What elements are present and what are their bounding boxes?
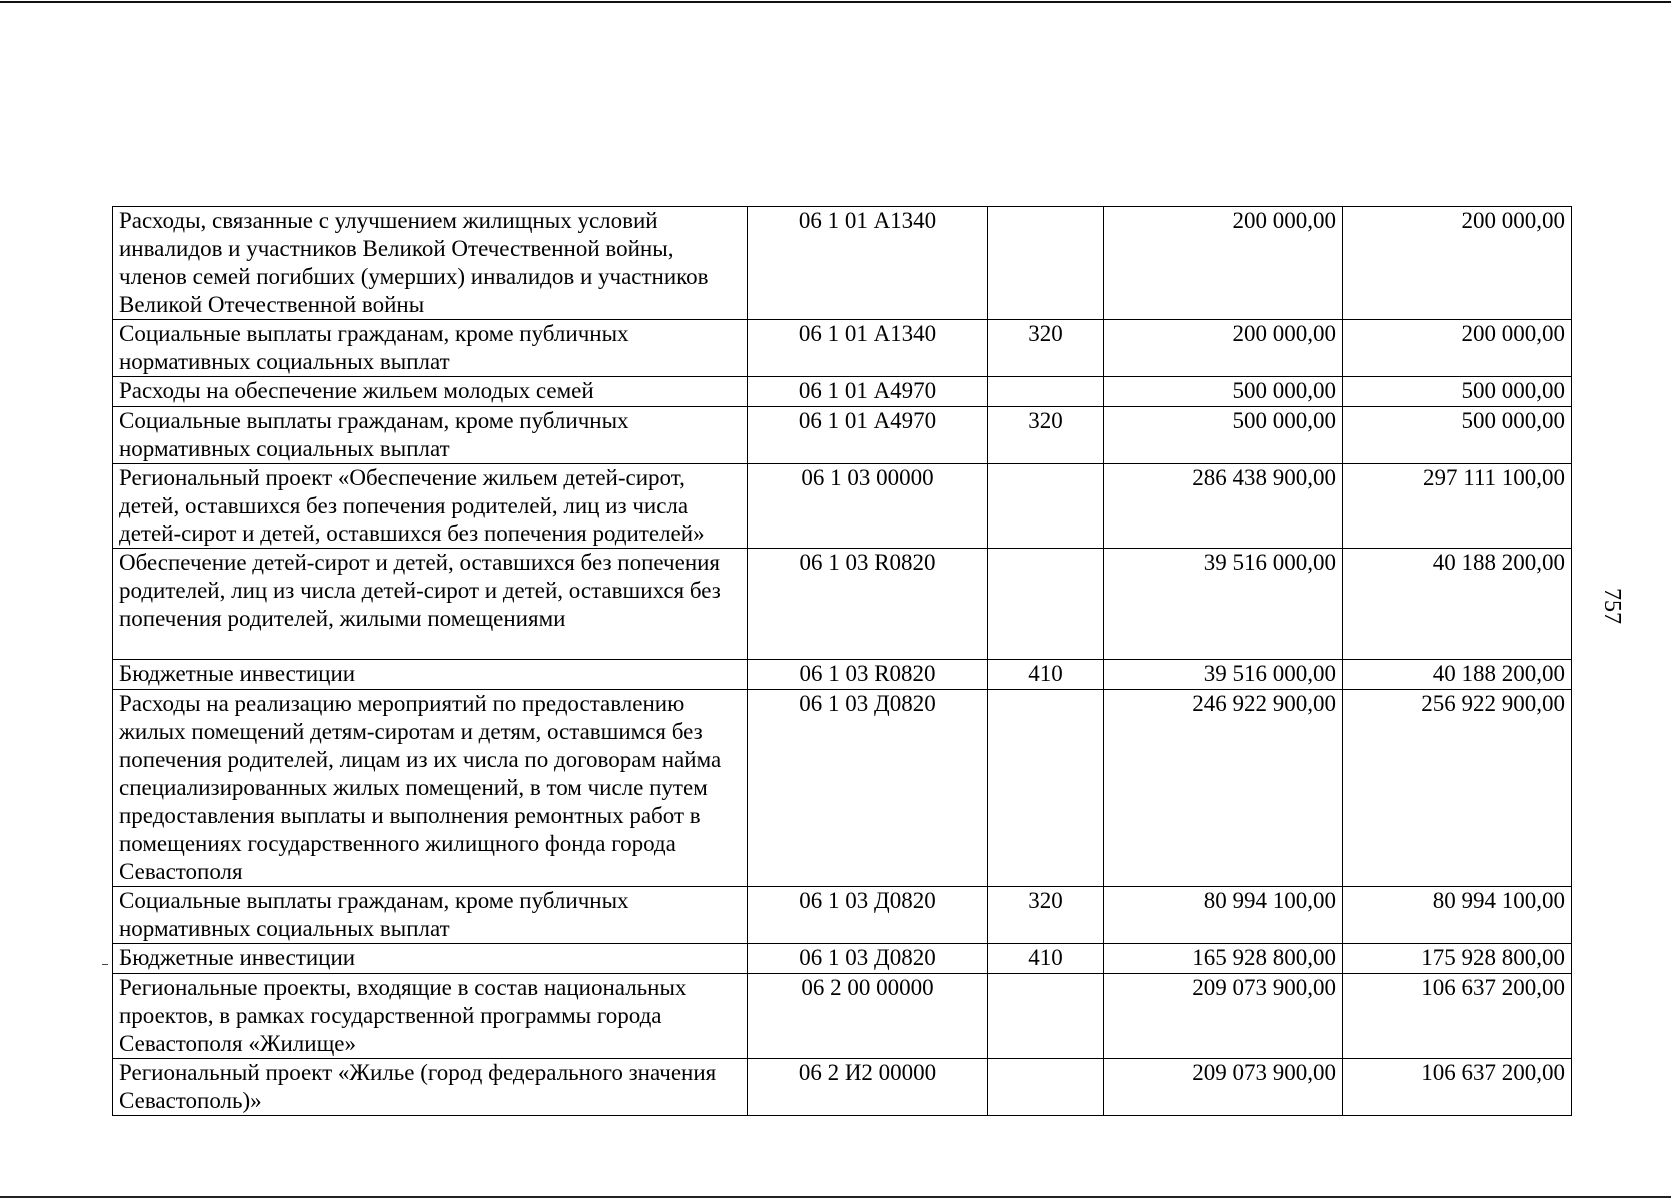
- expense-type-cell: 320: [988, 320, 1104, 377]
- expense-type-cell: 320: [988, 407, 1104, 464]
- expense-name-cell: Социальные выплаты гражданам, кроме публичных нормативных социальных выплат: [113, 407, 748, 464]
- expense-name-cell: Региональный проект «Обеспечение жильем детей-сирот, детей, оставшихся без попечения родителей, лиц из числа детей-сирот и детей, оставшихся без попечения родителей»: [113, 464, 748, 549]
- target-code-cell: 06 1 03 Д0820: [748, 690, 988, 887]
- amount-cell-1: 39 516 000,00: [1104, 549, 1343, 660]
- amount-cell-2: 40 188 200,00: [1343, 549, 1572, 660]
- table-row: [113, 974, 1572, 1059]
- table-row: [113, 320, 1572, 377]
- scan-edge-top: [0, 1, 1671, 3]
- amount-cell-2: 80 994 100,00: [1343, 887, 1572, 944]
- expense-name-cell: Расходы на реализацию мероприятий по предоставлению жилых помещений детям-сиротам и детям, оставшимся без попечения родителей, лицам из их числа по договорам найма специализированных жилых помещений, в том числе путем предоставления выплаты и выполнения ремонтных работ в помещениях государственного жилищного фонда города Севастополя: [113, 690, 748, 887]
- expense-name-cell: Социальные выплаты гражданам, кроме публичных нормативных социальных выплат: [113, 887, 748, 944]
- amount-cell-2: 40 188 200,00: [1343, 660, 1572, 690]
- expense-name-cell: Обеспечение детей-сирот и детей, оставшихся без попечения родителей, лиц из числа детей-сирот и детей, оставшихся без попечения родителей, жилыми помещениями: [113, 549, 748, 660]
- amount-cell-2: 175 928 800,00: [1343, 944, 1572, 974]
- amount-cell-1: 209 073 900,00: [1104, 974, 1343, 1059]
- scan-edge-bottom: [0, 1196, 1671, 1198]
- expense-type-cell: [988, 549, 1104, 660]
- page-number: 757: [1599, 588, 1625, 624]
- scan-artifact: [102, 964, 108, 965]
- amount-cell-1: 500 000,00: [1104, 407, 1343, 464]
- target-code-cell: 06 1 01 А4970: [748, 377, 988, 407]
- expense-type-cell: [988, 974, 1104, 1059]
- amount-cell-2: 500 000,00: [1343, 377, 1572, 407]
- amount-cell-1: 39 516 000,00: [1104, 660, 1343, 690]
- expense-name-cell: Расходы на обеспечение жильем молодых семей: [113, 377, 748, 407]
- expense-type-cell: [988, 377, 1104, 407]
- amount-cell-1: 80 994 100,00: [1104, 887, 1343, 944]
- target-code-cell: 06 1 03 Д0820: [748, 944, 988, 974]
- table-row: [113, 377, 1572, 407]
- amount-cell-1: 500 000,00: [1104, 377, 1343, 407]
- amount-cell-1: 246 922 900,00: [1104, 690, 1343, 887]
- expense-type-cell: [988, 690, 1104, 887]
- amount-cell-1: 200 000,00: [1104, 320, 1343, 377]
- amount-cell-1: 165 928 800,00: [1104, 944, 1343, 974]
- amount-cell-1: 209 073 900,00: [1104, 1059, 1343, 1116]
- target-code-cell: 06 2 00 00000: [748, 974, 988, 1059]
- expense-name-cell: Бюджетные инвестиции: [113, 944, 748, 974]
- table-row: [113, 887, 1572, 944]
- amount-cell-2: 297 111 100,00: [1343, 464, 1572, 549]
- table-row: [113, 660, 1572, 690]
- amount-cell-1: 200 000,00: [1104, 207, 1343, 320]
- target-code-cell: 06 1 01 А4970: [748, 407, 988, 464]
- expense-type-cell: [988, 207, 1104, 320]
- table-row: [113, 207, 1572, 320]
- amount-cell-2: 256 922 900,00: [1343, 690, 1572, 887]
- expense-type-cell: [988, 1059, 1104, 1116]
- table-row: [113, 407, 1572, 464]
- amount-cell-2: 200 000,00: [1343, 320, 1572, 377]
- table-row: [113, 549, 1572, 660]
- target-code-cell: 06 1 01 А1340: [748, 320, 988, 377]
- expense-type-cell: 410: [988, 944, 1104, 974]
- amount-cell-2: 106 637 200,00: [1343, 974, 1572, 1059]
- table-row: [113, 464, 1572, 549]
- expense-type-cell: 320: [988, 887, 1104, 944]
- expense-type-cell: 410: [988, 660, 1104, 690]
- target-code-cell: 06 1 03 R0820: [748, 549, 988, 660]
- expense-name-cell: Социальные выплаты гражданам, кроме публичных нормативных социальных выплат: [113, 320, 748, 377]
- expense-type-cell: [988, 464, 1104, 549]
- table-row: [113, 1059, 1572, 1116]
- table-row: [113, 690, 1572, 887]
- amount-cell-2: 500 000,00: [1343, 407, 1572, 464]
- expense-name-cell: Бюджетные инвестиции: [113, 660, 748, 690]
- amount-cell-2: 200 000,00: [1343, 207, 1572, 320]
- target-code-cell: 06 1 01 А1340: [748, 207, 988, 320]
- amount-cell-1: 286 438 900,00: [1104, 464, 1343, 549]
- target-code-cell: 06 1 03 R0820: [748, 660, 988, 690]
- expense-name-cell: Расходы, связанные с улучшением жилищных условий инвалидов и участников Великой Отечественной войны, членов семей погибших (умерших) инвалидов и участников Великой Отечественной войны: [113, 207, 748, 320]
- target-code-cell: 06 2 И2 00000: [748, 1059, 988, 1116]
- expense-name-cell: Региональные проекты, входящие в состав национальных проектов, в рамках государственной программы города Севастополя «Жилище»: [113, 974, 748, 1059]
- amount-cell-2: 106 637 200,00: [1343, 1059, 1572, 1116]
- table-row: [113, 944, 1572, 974]
- expense-name-cell: Региональный проект «Жилье (город федерального значения Севастополь)»: [113, 1059, 748, 1116]
- target-code-cell: 06 1 03 00000: [748, 464, 988, 549]
- target-code-cell: 06 1 03 Д0820: [748, 887, 988, 944]
- budget-table: [112, 206, 1572, 1116]
